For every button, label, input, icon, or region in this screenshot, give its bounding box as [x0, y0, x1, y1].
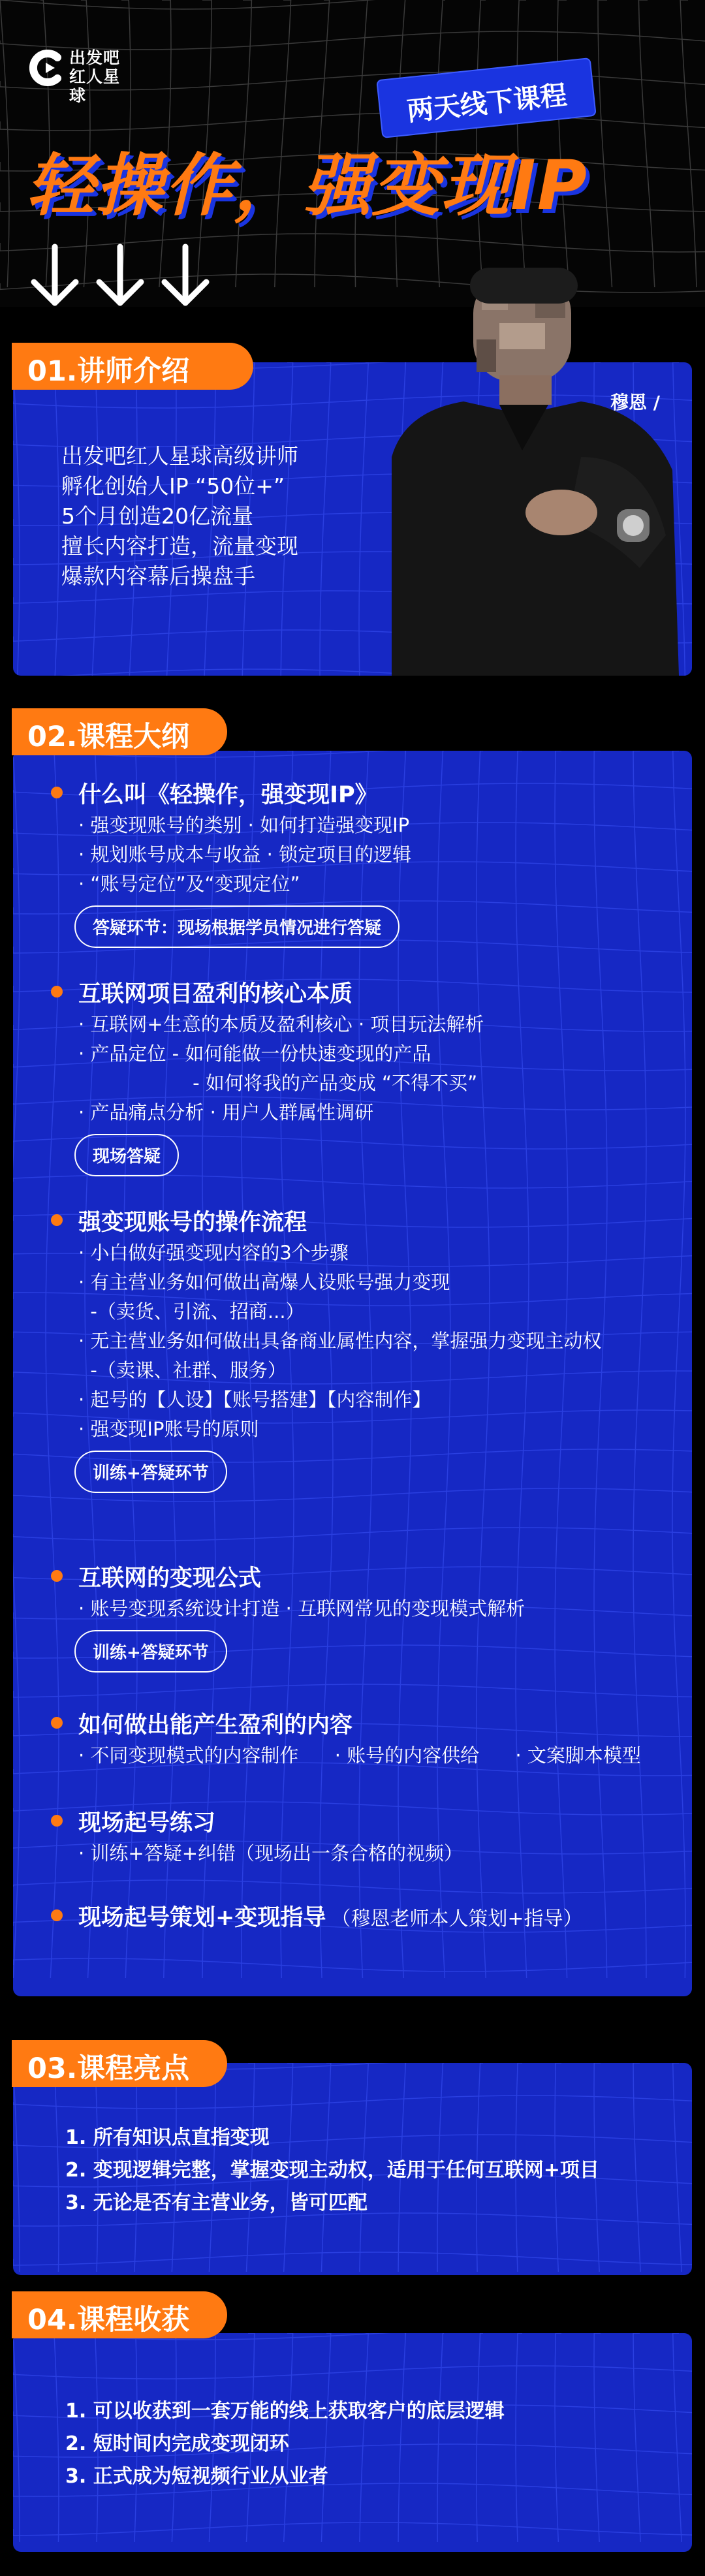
outline-block — [47, 1204, 692, 1493]
outline-block — [47, 1560, 692, 1673]
course-tag-label: 两天线下课程 — [405, 79, 569, 127]
title-text: 强变现账号的操作流程 — [78, 1204, 307, 1237]
brand-name — [69, 48, 131, 105]
bio-line: 出发吧红人星球高级讲师 — [61, 443, 298, 469]
title-text: 什么叫《轻操作，强变现IP》 — [78, 777, 378, 809]
bullet-icon — [51, 787, 63, 798]
down-arrow-icon — [99, 247, 141, 303]
outline-row: · 产品痛点分析 · 用户人群属性调研 — [78, 1101, 374, 1123]
bullet-icon — [51, 986, 63, 997]
title-text: 互联网的变现公式 — [78, 1560, 261, 1593]
outline-row: · 无主营业务如何做出具备商业属性内容，掌握强力变现主动权 — [78, 1330, 602, 1352]
brand-line2: 红人星球 — [69, 67, 121, 105]
bullet-icon — [51, 1909, 63, 1921]
outline-row: · 起号的【人设】【账号搭建】【内容制作】 — [78, 1389, 431, 1411]
down-arrow-icon — [34, 247, 76, 303]
bio-line: 5个月创造20亿流量 — [61, 503, 253, 529]
highlight-item: 1. 所有知识点直指变现 — [65, 2126, 270, 2149]
takeaway-item: 1. 可以收获到一套万能的线上获取客户的底层逻辑 — [65, 2400, 505, 2423]
outline-row: · 小白做好强变现内容的3个步骤 — [78, 1242, 349, 1264]
title-text: 现场起号练习 — [78, 1805, 215, 1838]
page-title: 轻操作，强变现IP — [26, 146, 588, 225]
outline-row: · 规划账号成本与收益 · 锁定项目的逻辑 — [78, 843, 412, 866]
section-tab-takeaways: 04.课程收获 — [12, 2291, 227, 2338]
takeaways-list — [65, 2395, 505, 2493]
outline-block-title — [47, 976, 692, 1010]
outline-row: · 互联网+生意的本质及盈利核心 · 项目玩法解析 — [78, 1013, 484, 1035]
outline-row: · 产品定位 - 如何能做一份快速变现的产品 — [78, 1043, 431, 1065]
title-text: 如何做出能产生盈利的内容 — [78, 1707, 352, 1740]
brand-logo — [26, 44, 131, 105]
takeaway-item: 2. 短时间内完成变现闭环 — [65, 2432, 289, 2455]
outline-row: · 不同变现模式的内容制作 · 账号的内容供给 · 文案脚本模型 — [78, 1744, 641, 1767]
highlight-item: 3. 无论是否有主营业务，皆可匹配 — [65, 2191, 368, 2214]
bullet-icon — [51, 1214, 63, 1226]
qa-pill: 训练+答疑环节 — [74, 1451, 227, 1493]
takeaway-item: 3. 正式成为短视频行业从业者 — [65, 2465, 328, 2488]
title-text: 互联网项目盈利的核心本质 — [78, 976, 352, 1009]
outline-panel — [13, 751, 692, 1996]
outline-row: -（卖课、社群、服务） — [78, 1359, 287, 1381]
outline-block-title — [47, 777, 692, 811]
outline-row: · “账号定位”及“变现定位” — [78, 873, 300, 895]
outline-block-title — [47, 1707, 692, 1741]
outline-row: · 训练+答疑+纠错（现场出一条合格的视频） — [78, 1842, 463, 1864]
outline-block-title — [47, 1560, 692, 1594]
section-tab-outline: 02.课程大纲 — [12, 708, 227, 755]
outline-row: -（卖货、引流、招商...） — [78, 1300, 305, 1323]
outline-block — [47, 777, 692, 948]
qa-pill: 答疑环节：现场根据学员情况进行答疑 — [74, 905, 400, 948]
section-tab-instructor: 01.讲师介绍 — [12, 343, 253, 390]
outline-block — [47, 1900, 692, 1934]
outline-block — [47, 1707, 692, 1770]
bullet-icon — [51, 1570, 63, 1582]
instructor-bio — [61, 441, 466, 591]
outline-row: · 账号变现系统设计打造 · 互联网常见的变现模式解析 — [78, 1597, 525, 1620]
down-arrows — [29, 243, 225, 307]
highlight-item: 2. 变现逻辑完整，掌握变现主动权，适用于任何互联网+项目 — [65, 2159, 599, 2182]
title-note: （穆恩老师本人策划+指导） — [331, 1908, 583, 1930]
qa-pill: 现场答疑 — [74, 1134, 179, 1176]
outline-block-title — [47, 1805, 692, 1839]
title-text: 现场起号策划+变现指导 — [78, 1900, 326, 1932]
brand-logo-icon — [26, 48, 65, 87]
bio-line: 爆款内容幕后操盘手 — [61, 563, 255, 589]
outline-block — [47, 1805, 692, 1868]
outline-row: · 强变现IP账号的原则 — [78, 1418, 259, 1440]
outline-row: · 有主营业务如何做出高爆人设账号强力变现 — [78, 1271, 450, 1293]
bullet-icon — [51, 1815, 63, 1827]
outline-block — [47, 976, 692, 1176]
outline-row: · 强变现账号的类别 · 如何打造强变现IP — [78, 814, 410, 836]
outline-block-title — [47, 1900, 692, 1934]
qa-pill: 训练+答疑环节 — [74, 1630, 227, 1673]
bullet-icon — [51, 1717, 63, 1729]
bio-line: 擅长内容打造，流量变现 — [61, 533, 298, 559]
highlights-panel — [13, 2063, 692, 2275]
takeaways-panel — [13, 2333, 692, 2552]
section-tab-highlights: 03.课程亮点 — [12, 2040, 227, 2087]
outline-row: - 如何将我的产品变成 “不得不买” — [78, 1072, 478, 1094]
down-arrow-icon — [164, 247, 206, 303]
bio-line: 孵化创始人IP “50位+” — [61, 473, 285, 499]
instructor-name: 穆恩 / — [610, 392, 660, 413]
outline-block-title — [47, 1204, 692, 1238]
highlights-list — [65, 2122, 599, 2220]
brand-line1: 出发吧 — [69, 48, 121, 67]
